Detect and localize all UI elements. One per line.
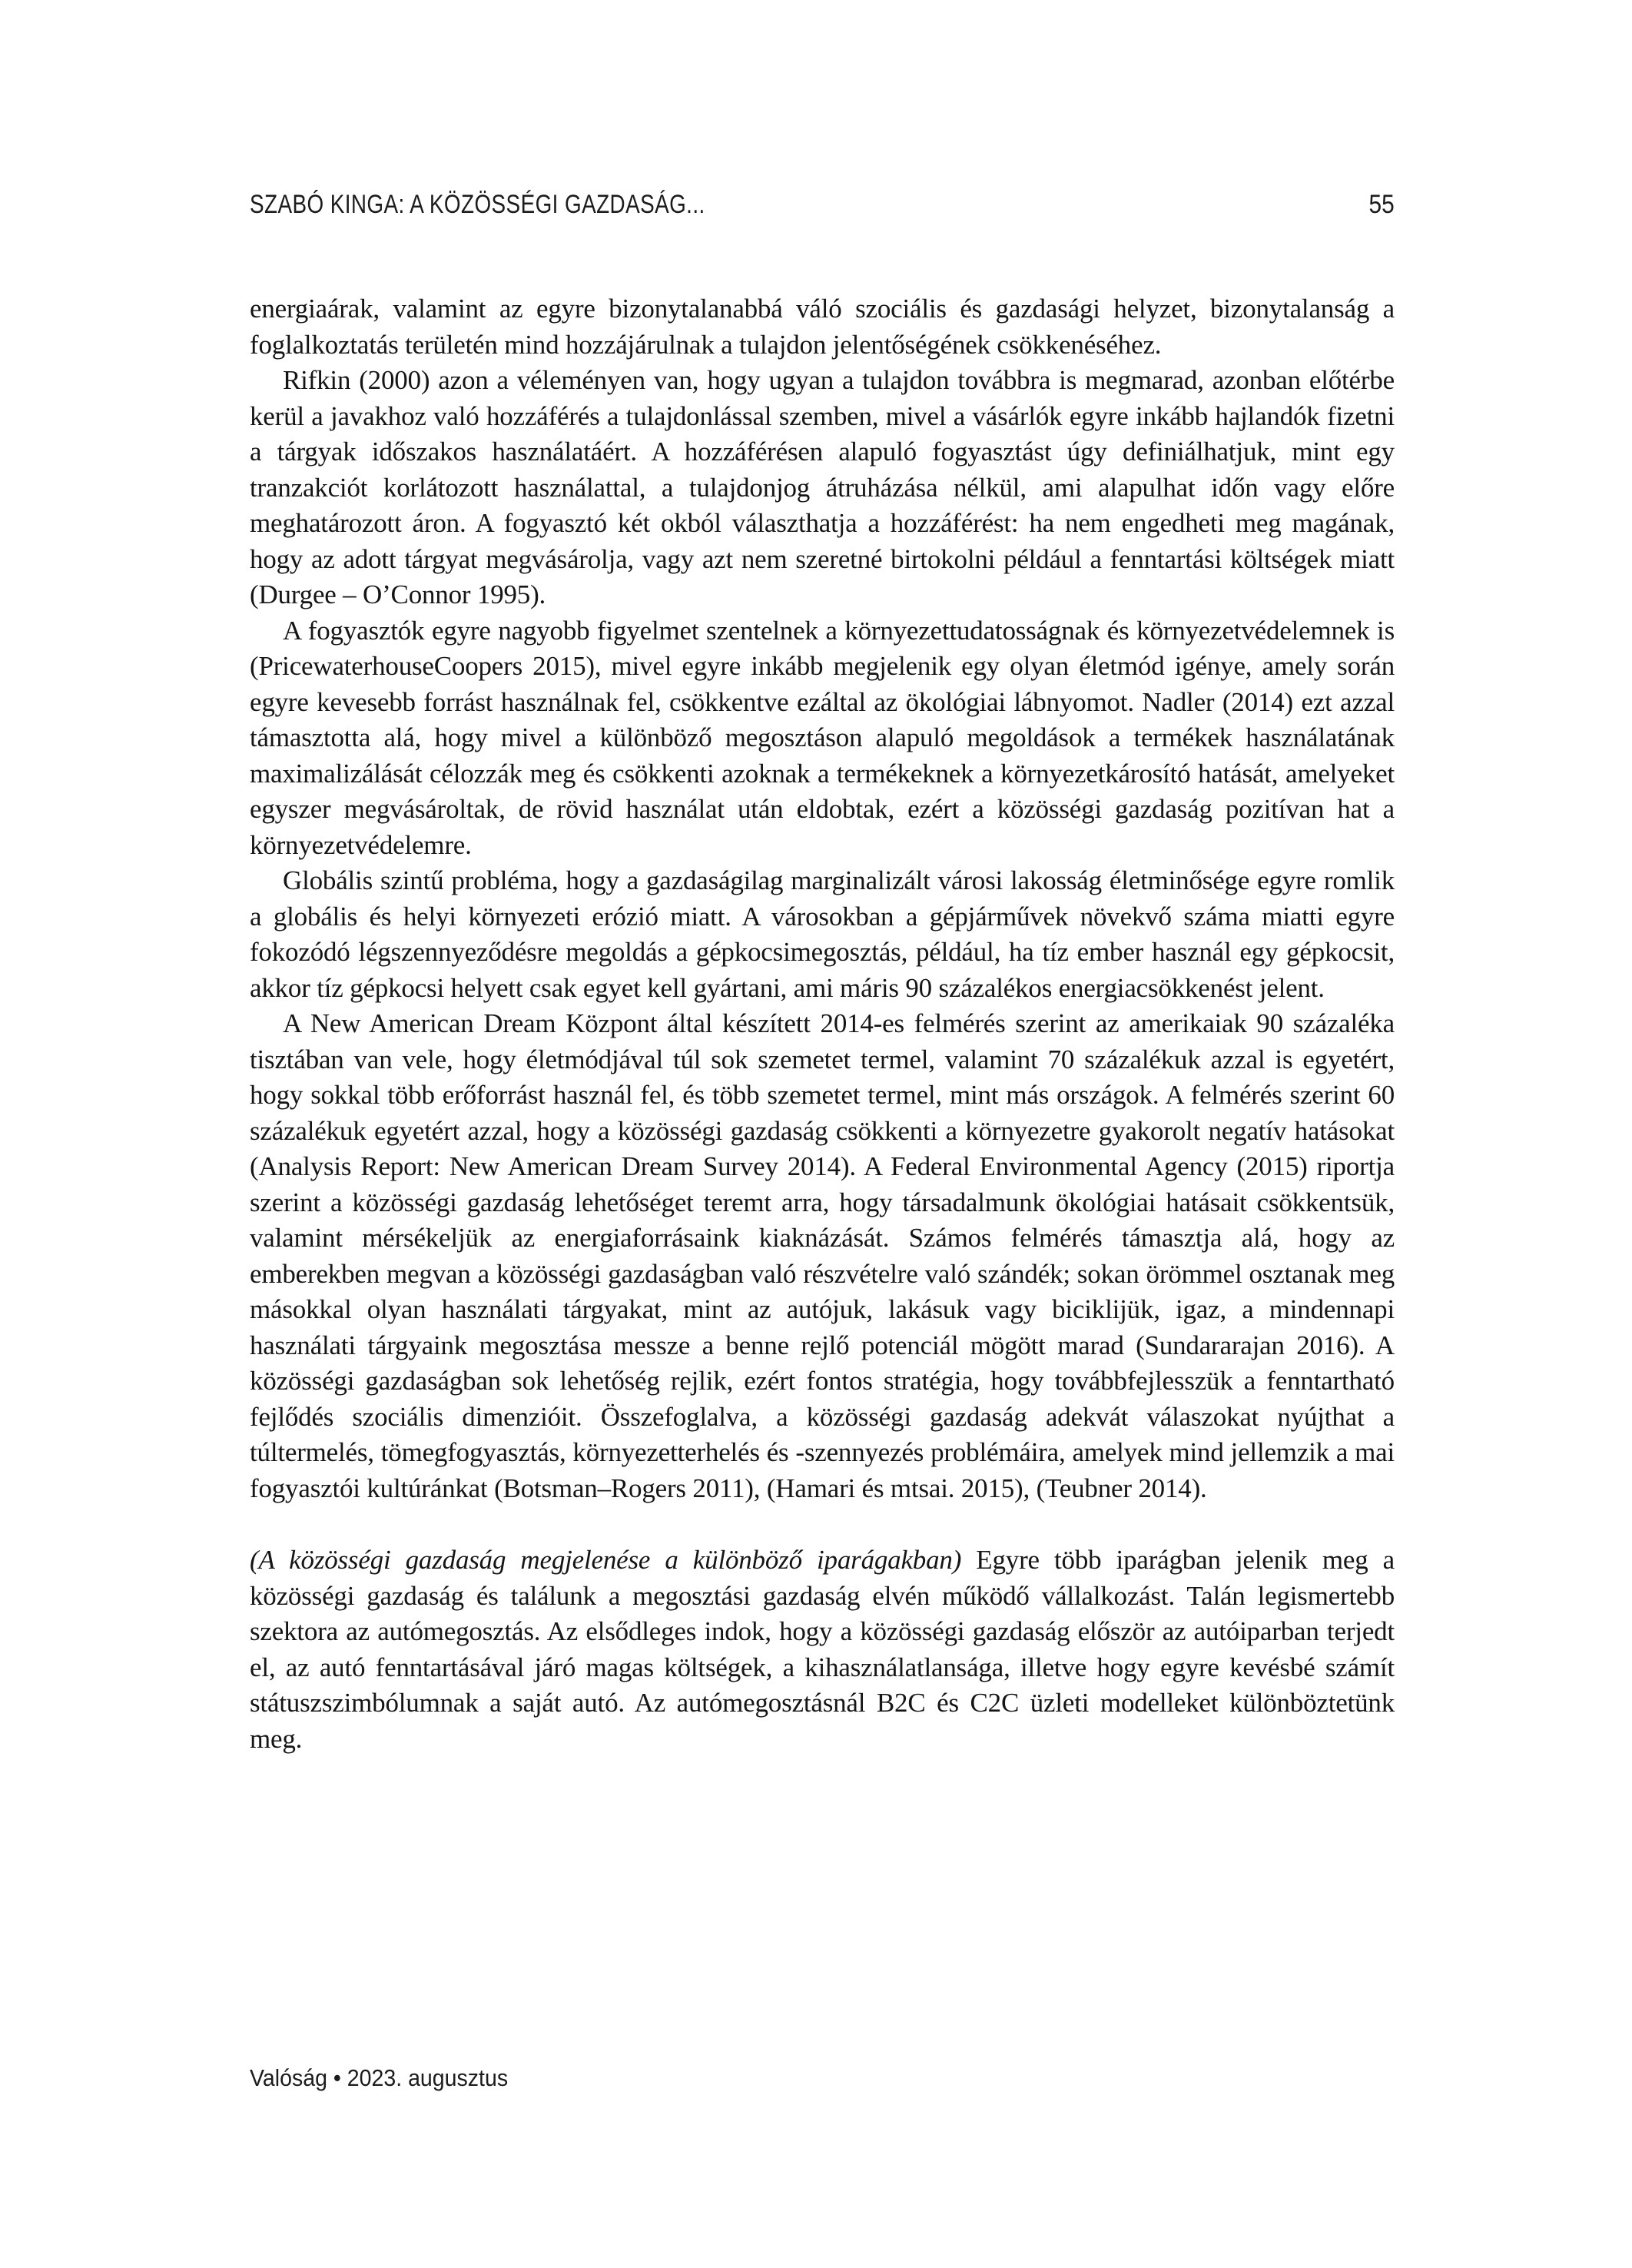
section-body-text: Egyre több iparágban jelenik meg a közösségi gazdaság és találunk a megosztási gazdaság elvén működő vállalkozást. Talán legismertebb szektora az autómegosztás. Az elsődleges indok, hogy a közösségi gazdaság először az autóiparban terjedt el, az autó fenntartásával járó magas költségek, a kihasználatlansága, illetve hogy egyre kevésbé számít státuszszimbólumnak a saját autó. Az autómegosztásnál B2C és C2C üzleti modelleket különböztetünk meg.	[250, 1545, 1395, 1754]
page-number: 55	[1368, 190, 1395, 219]
page-header	[250, 190, 1395, 220]
paragraph-new-american-dream: A New American Dream Központ által készített 2014-es felmérés szerint az amerikaiak 90 százaléka tisztában van vele, hogy életmódjával túl sok szemetet termel, valamint 70 százalékuk azzal is egyetért, hogy sokkal több erőforrást használ fel, és több szemetet termel, mint más országok. A felmérés szerint 60 százalékuk egyetért azzal, hogy a közösségi gazdaság csökkenti a környezetre gyakorolt negatív hatásokat (Analysis Report: New American Dream Survey 2014). A Federal Environmental Agency (2015) riportja szerint a közösségi gazdaság lehetőséget teremt arra, hogy társadalmunk ökológiai hatásait csökkentsük, valamint mérsékeljük az energiaforrásaink kiaknázását. Számos felmérés támasztja alá, hogy az emberekben megvan a közösségi gazdaságban való részvételre való szándék; sokan örömmel osztanak meg másokkal olyan használati tárgyakat, mint az autójuk, lakásuk vagy biciklijük, igaz, a mindennapi használati tárgyaink megosztása messze a benne rejlő potenciál mögött marad (Sundararajan 2016). A közösségi gazdaságban sok lehetőség rejlik, ezért fontos stratégia, hogy továbbfejlesszük a fenntartható fejlődés szociális dimenzióit. Összefoglalva, a közösségi gazdaság adekvát válaszokat nyújthat a túltermelés, tömegfogyasztás, környezetterhelés és -szennyezés problémáira, amelyek mind jellemzik a mai fogyasztói kultúránkat (Botsman–Rogers 2011), (Hamari és mtsai. 2015), (Teubner 2014).	[250, 1008, 1395, 1503]
page-footer	[250, 2064, 508, 2092]
paragraph-continuation-energiaarak: energiaárak, valamint az egyre bizonytalanabbá váló szociális és gazdasági helyzet, bizonytalanság a foglalkoztatás területén mind hozzájárulnak a tulajdon jelentőségének csökkenéséhez.	[250, 294, 1395, 360]
section-lead-italic: (A közösségi gazdaság megjelenése a különböző iparágakban)	[250, 1545, 962, 1575]
paragraph-globalis-problema: Globális szintű probléma, hogy a gazdaságilag marginalizált városi lakosság életminősége egyre romlik a globális és helyi környezeti erózió miatt. A városokban a gépjárművek növekvő száma miatti egyre fokozódó légszennyeződésre megoldás a gépkocsimegosztás, például, ha tíz ember használ egy gépkocsit, akkor tíz gépkocsi helyett csak egyet kell gyártani, ami máris 90 százalékos energiacsökkenést jelent.	[250, 865, 1395, 1003]
running-title: SZABÓ KINGA: A KÖZÖSSÉGI GAZDASÁG...	[250, 190, 705, 219]
paragraph-rifkin-hozzaferes: Rifkin (2000) azon a véleményen van, hogy ugyan a tulajdon továbbra is megmarad, azonban előtérbe kerül a javakhoz való hozzáférés a tulajdonlással szemben, mivel a vásárlók egyre inkább hajlandók fizetni a tárgyak időszakos használatáért. A hozzáférésen alapuló fogyasztást úgy definiálhatjuk, mint egy tranzakciót korlátozott használattal, a tulajdonjog átruházása nélkül, ami alapulhat időn vagy előre meghatározott áron. A fogyasztó két okból választhatja a hozzáférést: ha nem engedheti meg magának, hogy az adott tárgyat megvásárolja, vagy azt nem szeretné birtokolni például a fenntartási költségek miatt (Durgee – O’Connor 1995).	[250, 365, 1395, 609]
paragraph-iparagak-section	[250, 1542, 1395, 1757]
paragraph-fogyasztok-kornyezettudatossag: A fogyasztók egyre nagyobb figyelmet szentelnek a környezettudatosságnak és környezetvédelemnek is (PricewaterhouseCoopers 2015), mivel egyre inkább megjelenik egy olyan életmód igénye, amely során egyre kevesebb forrást használnak fel, csökkentve ezáltal az ökológiai lábnyomot. Nadler (2014) ezt azzal támasztotta alá, hogy mivel a különböző megosztáson alapuló megoldások a termékek használatának maximalizálását célozzák meg és csökkenti azoknak a termékeknek a környezetkárosító hatását, amelyeket egyszer megvásároltak, de rövid használat után eldobtak, ezért a közösségi gazdaság pozitívan hat a környezetvédelemre.	[250, 615, 1395, 860]
journal-issue-label: Valóság • 2023. augusztus	[250, 2064, 509, 2091]
article-body	[250, 291, 1395, 1757]
